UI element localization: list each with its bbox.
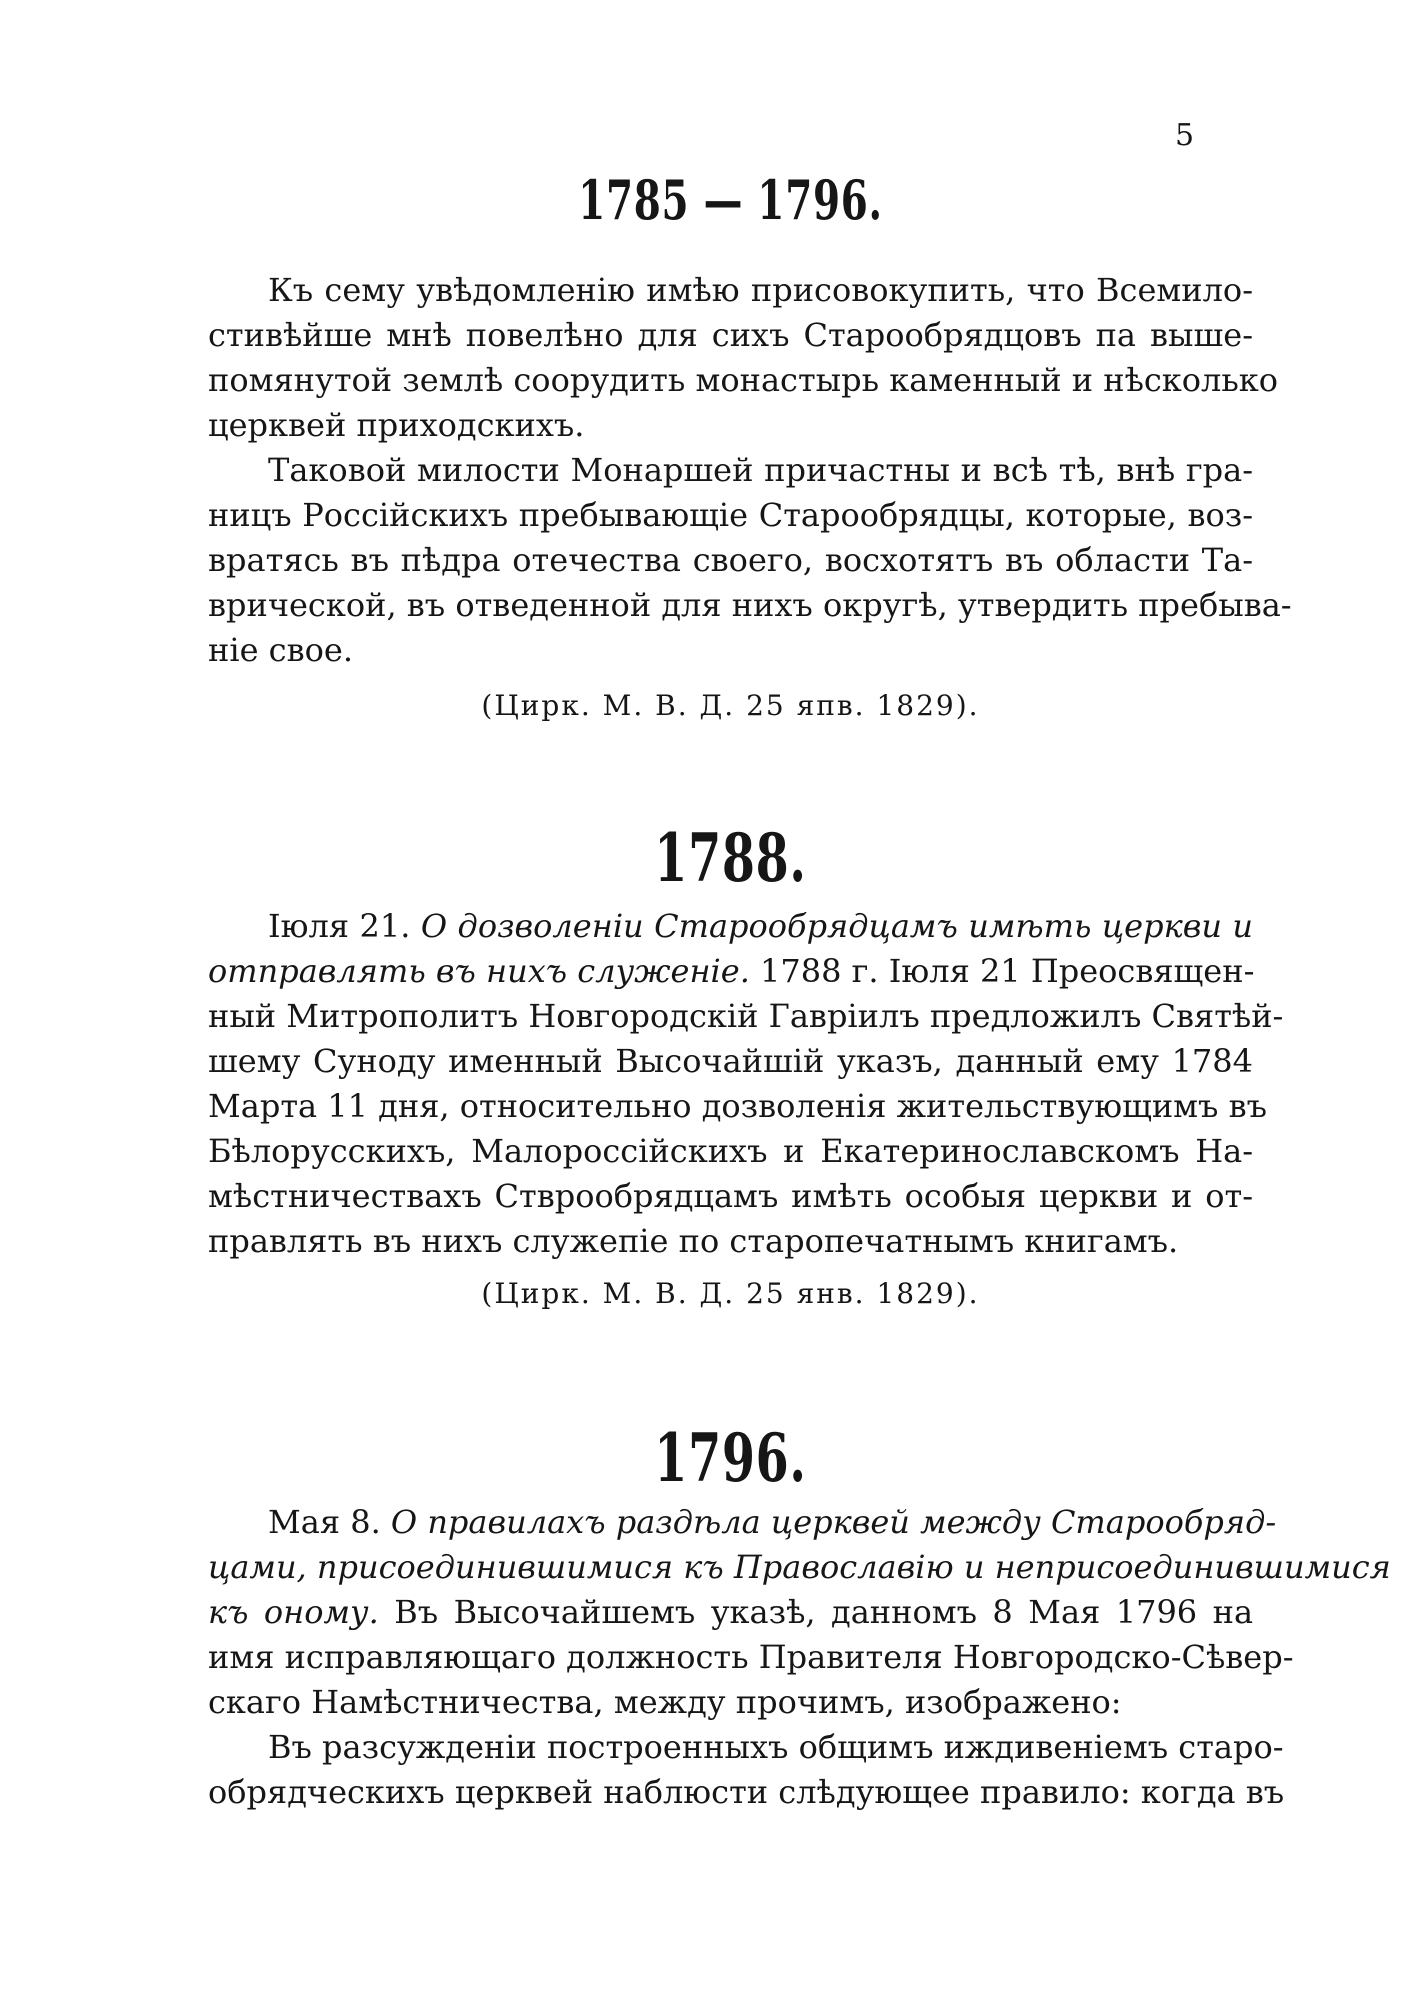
paragraph-line: Марта 11 дня, относительно дозволенія жительствующимъ въ	[208, 1087, 1267, 1125]
citation-2: (Цирк. М. В. Д. 25 янв. 1829).	[481, 1277, 980, 1310]
paragraph-line: обрядческихъ церквей наблюсти слѣдующее правило: когда въ	[208, 1773, 1285, 1811]
paragraph-line: врической, въ отведенной для нихъ округѣ, утвердить пребыва-	[208, 586, 1292, 624]
section-heading-1785-1796: 1785 — 1796.	[578, 168, 883, 232]
paragraph-line: ный Митрополитъ Новгородскій Гавріилъ предложилъ Святѣй-	[208, 997, 1284, 1035]
paragraph-line: шему Суноду именный Высочайшій указъ, данный ему 1784	[208, 1042, 1253, 1080]
entry-title: О правилахъ раздѣла церквей между Старообряд-	[390, 1503, 1277, 1541]
section-heading-1796: 1796.	[654, 1419, 807, 1497]
paragraph-line	[208, 904, 1253, 949]
paragraph-line: Къ сему увѣдомленію имѣю присовокупить, что Всемило-	[268, 271, 1253, 309]
paragraph-line: цами, присоединившимися къ Православію и неприсоединившимися	[208, 1548, 1391, 1586]
entry-date: Іюля 21.	[268, 907, 411, 945]
section-heading-1788: 1788.	[654, 819, 807, 897]
paragraph-line: стивѣйше мнѣ повелѣно для сихъ Старообрядцовъ па выше-	[208, 316, 1253, 354]
paragraph-line: помянутой землѣ соорудить монастырь каменный и нѣсколько	[208, 361, 1279, 399]
entry-title: О дозволеніи Старообрядцамъ имѣть церкви и	[420, 907, 1254, 945]
entry-text: Въ Высочайшемъ указѣ, данномъ 8 Мая 1796 на	[394, 1593, 1254, 1631]
paragraph-line: ницъ Россійскихъ пребывающіе Старообрядцы, которые, воз-	[208, 496, 1253, 534]
paragraph-line	[208, 1590, 1253, 1635]
paragraph-line: вратясь въ пѣдра отечества своего, восхотятъ въ области Та-	[208, 541, 1253, 579]
paragraph-line: Въ разсужденіи построенныхъ общимъ иждивеніемъ старо-	[268, 1728, 1284, 1766]
section-3-body	[208, 1500, 1391, 1815]
paragraph-line: мѣстничествахъ Стврообрядцамъ имѣть особыя церкви и от-	[208, 1177, 1253, 1215]
page-number: 5	[1175, 118, 1195, 153]
entry-date: Мая 8.	[268, 1503, 381, 1541]
paragraph-line: правлять въ нихъ служепіе по старопечатнымъ книгамъ.	[208, 1222, 1179, 1260]
paragraph-line	[208, 1500, 1277, 1545]
paragraph-line: ніе свое.	[208, 631, 353, 669]
entry-title: къ оному.	[208, 1593, 379, 1631]
citation-1: (Цирк. М. В. Д. 25 япв. 1829).	[481, 689, 980, 722]
entry-text: 1788 г. Іюля 21 Преосвящен-	[760, 952, 1255, 990]
paragraph-line: Таковой милости Монаршей причастны и всѣ тѣ, внѣ гра-	[268, 451, 1253, 489]
paragraph-line: церквей приходскихъ.	[208, 406, 585, 444]
paragraph-line: имя исправляющаго должность Правителя Новгородско-Сѣвер-	[208, 1638, 1294, 1676]
paragraph-line	[208, 949, 1253, 994]
paragraph-line: скаго Намѣстничества, между прочимъ, изображено:	[208, 1683, 1122, 1721]
section-1-body	[208, 268, 1292, 673]
entry-title: отправлять въ нихъ служеніе.	[208, 952, 750, 990]
section-2-body	[208, 904, 1284, 1264]
paragraph-line: Бѣлорусскихъ, Малороссійскихъ и Екатеринославскомъ На-	[208, 1132, 1253, 1170]
